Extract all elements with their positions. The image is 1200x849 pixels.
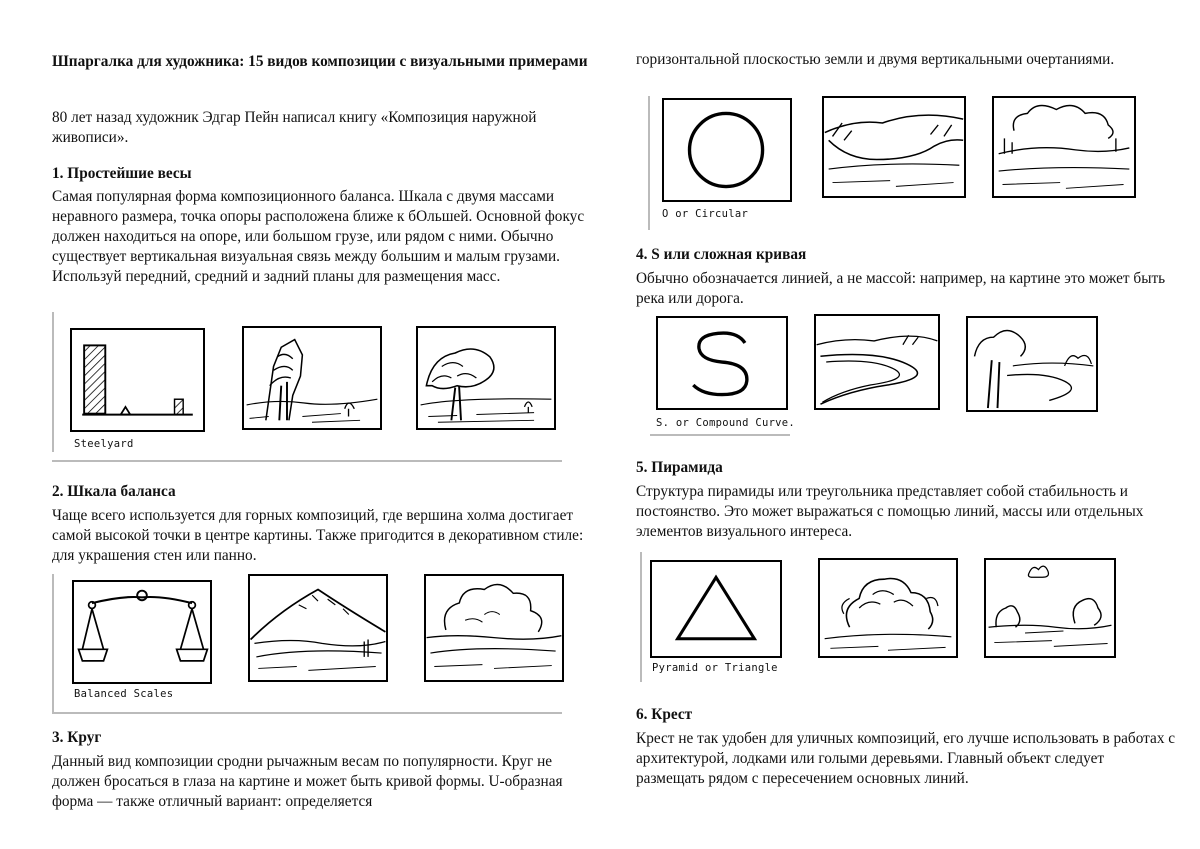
balanced-scales-caption: Balanced Scales: [74, 688, 174, 700]
section-1-body: Самая популярная форма композиционного баланса. Шкала с двумя массами неравного размера, точка опоры расположена ближе к бОльшей. Основной фокус должен находиться на опоре, или большом грузе, или рядом с ними. Обычно существует вертикальная визуальная связь между большим и малым грузами. Используй передний, средний и задний планы для размещения масс.: [52, 188, 585, 285]
section-2-body: Чаще всего используется для горных композиций, где вершина холма достигает самой высокой точки в центре картины. Также пригодится в декоративном стиле: для украшения стен или панно.: [52, 507, 584, 564]
section-4-heading: 4. S или сложная кривая: [636, 246, 807, 263]
circular-sketch-1: [822, 96, 966, 198]
circular-caption: O or Circular: [662, 208, 749, 220]
section-5-body: Структура пирамиды или треугольника представляет собой стабильность и постоянство. Это может выражаться с помощью линий, массы или отдельных элементов визуального интереса.: [636, 483, 1144, 540]
section-5-heading: 5. Пирамида: [636, 459, 723, 476]
balanced-scales-sketch-2: [424, 574, 564, 682]
pyramid-diagram: [650, 560, 782, 658]
section-2-heading: 2. Шкала баланса: [52, 483, 176, 500]
steelyard-diagram: [70, 328, 205, 432]
pyramid-sketch-2: [984, 558, 1116, 658]
article-title: Шпаргалка для художника: 15 видов композиции с визуальными примерами: [52, 53, 588, 70]
pyramid-sketch-1: [818, 558, 958, 658]
s-curve-diagram: [656, 316, 788, 410]
circular-diagram: [662, 98, 792, 202]
section-6-body: Крест не так удобен для уличных композиций, его лучше использовать в работах с архитектурой, лодками или голыми деревьями. Главный объект следует размещать рядом с пересечением основных линий.: [636, 730, 1176, 787]
pyramid-caption: Pyramid or Triangle: [652, 662, 778, 674]
s-curve-sketch-2: [966, 316, 1098, 412]
steelyard-sketch-2: [416, 326, 556, 430]
section-3-body-continued: горизонтальной плоскостью земли и двумя вертикальными очертаниями.: [636, 51, 1115, 68]
section-1-heading: 1. Простейшие весы: [52, 165, 192, 182]
s-curve-sketch-1: [814, 314, 940, 410]
article-intro: 80 лет назад художник Эдгар Пейн написал книгу «Композиция наружной живописи».: [52, 109, 537, 146]
circular-sketch-2: [992, 96, 1136, 198]
section-3-body: Данный вид композиции сродни рычажным весам по популярности. Круг не должен бросаться в глаза на картине и может быть кривой формы. U-образная форма — также отличный вариант: определяется: [52, 753, 563, 810]
section-3-heading: 3. Круг: [52, 729, 102, 746]
steelyard-sketch-1: [242, 326, 382, 430]
balanced-scales-sketch-1: [248, 574, 388, 682]
steelyard-caption: Steelyard: [74, 438, 134, 450]
section-6-heading: 6. Крест: [636, 706, 693, 723]
s-curve-caption: S. or Compound Curve.: [656, 417, 796, 429]
balanced-scales-diagram: [72, 580, 212, 684]
section-4-body: Обычно обозначается линией, а не массой: например, на картине это может быть река или дорога.: [636, 270, 1166, 307]
